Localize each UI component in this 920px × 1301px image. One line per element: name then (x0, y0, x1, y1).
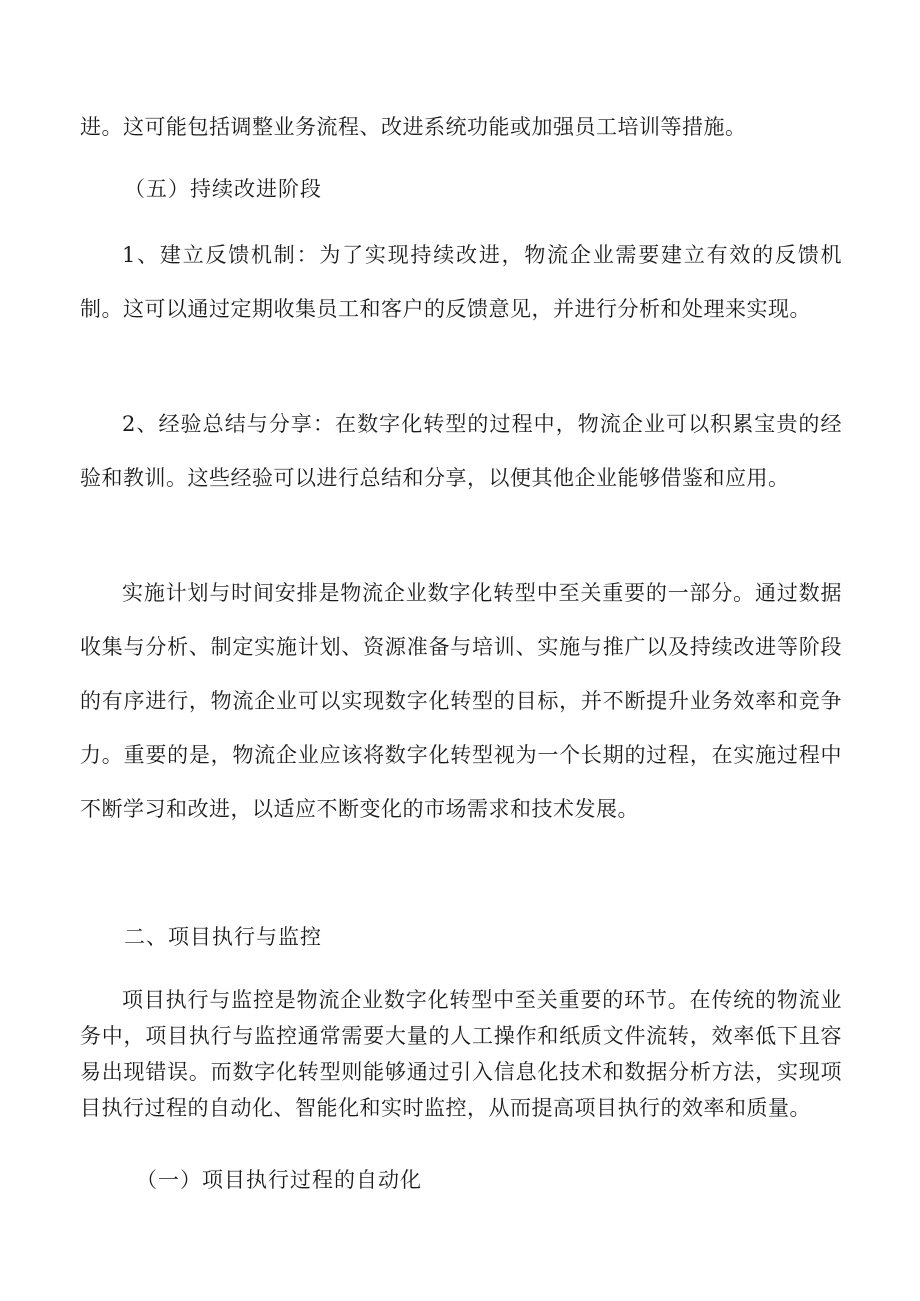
paragraph-implementation-summary: 实施计划与时间安排是物流企业数字化转型中至关重要的一部分。通过数据收集与分析、制定实施计划、资源准备与培训、实施与推广以及持续改进等阶段的有序进行，物流企业可以实现数字化转型的目标，并不断提升业务效率和竞争力。重要的是，物流企业应该将数字化转型视为一个长期的过程，在实施过程中不断学习和改进，以适应不断变化的市场需求和技术发展。 (80, 581, 842, 821)
paragraph-continuation: 进。这可能包括调整业务流程、改进系统功能或加强员工培训等措施。 (80, 115, 747, 139)
paragraph-experience-sharing: 2、经验总结与分享：在数字化转型的过程中，物流企业可以积累宝贵的经验和教训。这些经验可以进行总结和分享，以便其他企业能够借鉴和应用。 (80, 412, 842, 490)
section-heading-automation: （一）项目执行过程的自动化 (136, 1168, 422, 1192)
paragraph-execution-monitoring-intro: 项目执行与监控是物流企业数字化转型中至关重要的环节。在传统的物流业务中，项目执行与监控通常需要大量的人工操作和纸质文件流转，效率低下且容易出现错误。而数字化转型则能够通过引入信息化技术和数据分析方法，实现项目执行过程的自动化、智能化和实时监控，从而提高项目执行的效率和质量。 (80, 988, 842, 1120)
paragraph-feedback-mechanism: 1、建立反馈机制：为了实现持续改进，物流企业需要建立有效的反馈机制。这可以通过定期收集员工和客户的反馈意见，并进行分析和处理来实现。 (80, 243, 842, 321)
chapter-heading-execution-monitoring: 二、项目执行与监控 (124, 925, 322, 949)
section-heading-continuous-improvement: （五）持续改进阶段 (124, 177, 322, 201)
